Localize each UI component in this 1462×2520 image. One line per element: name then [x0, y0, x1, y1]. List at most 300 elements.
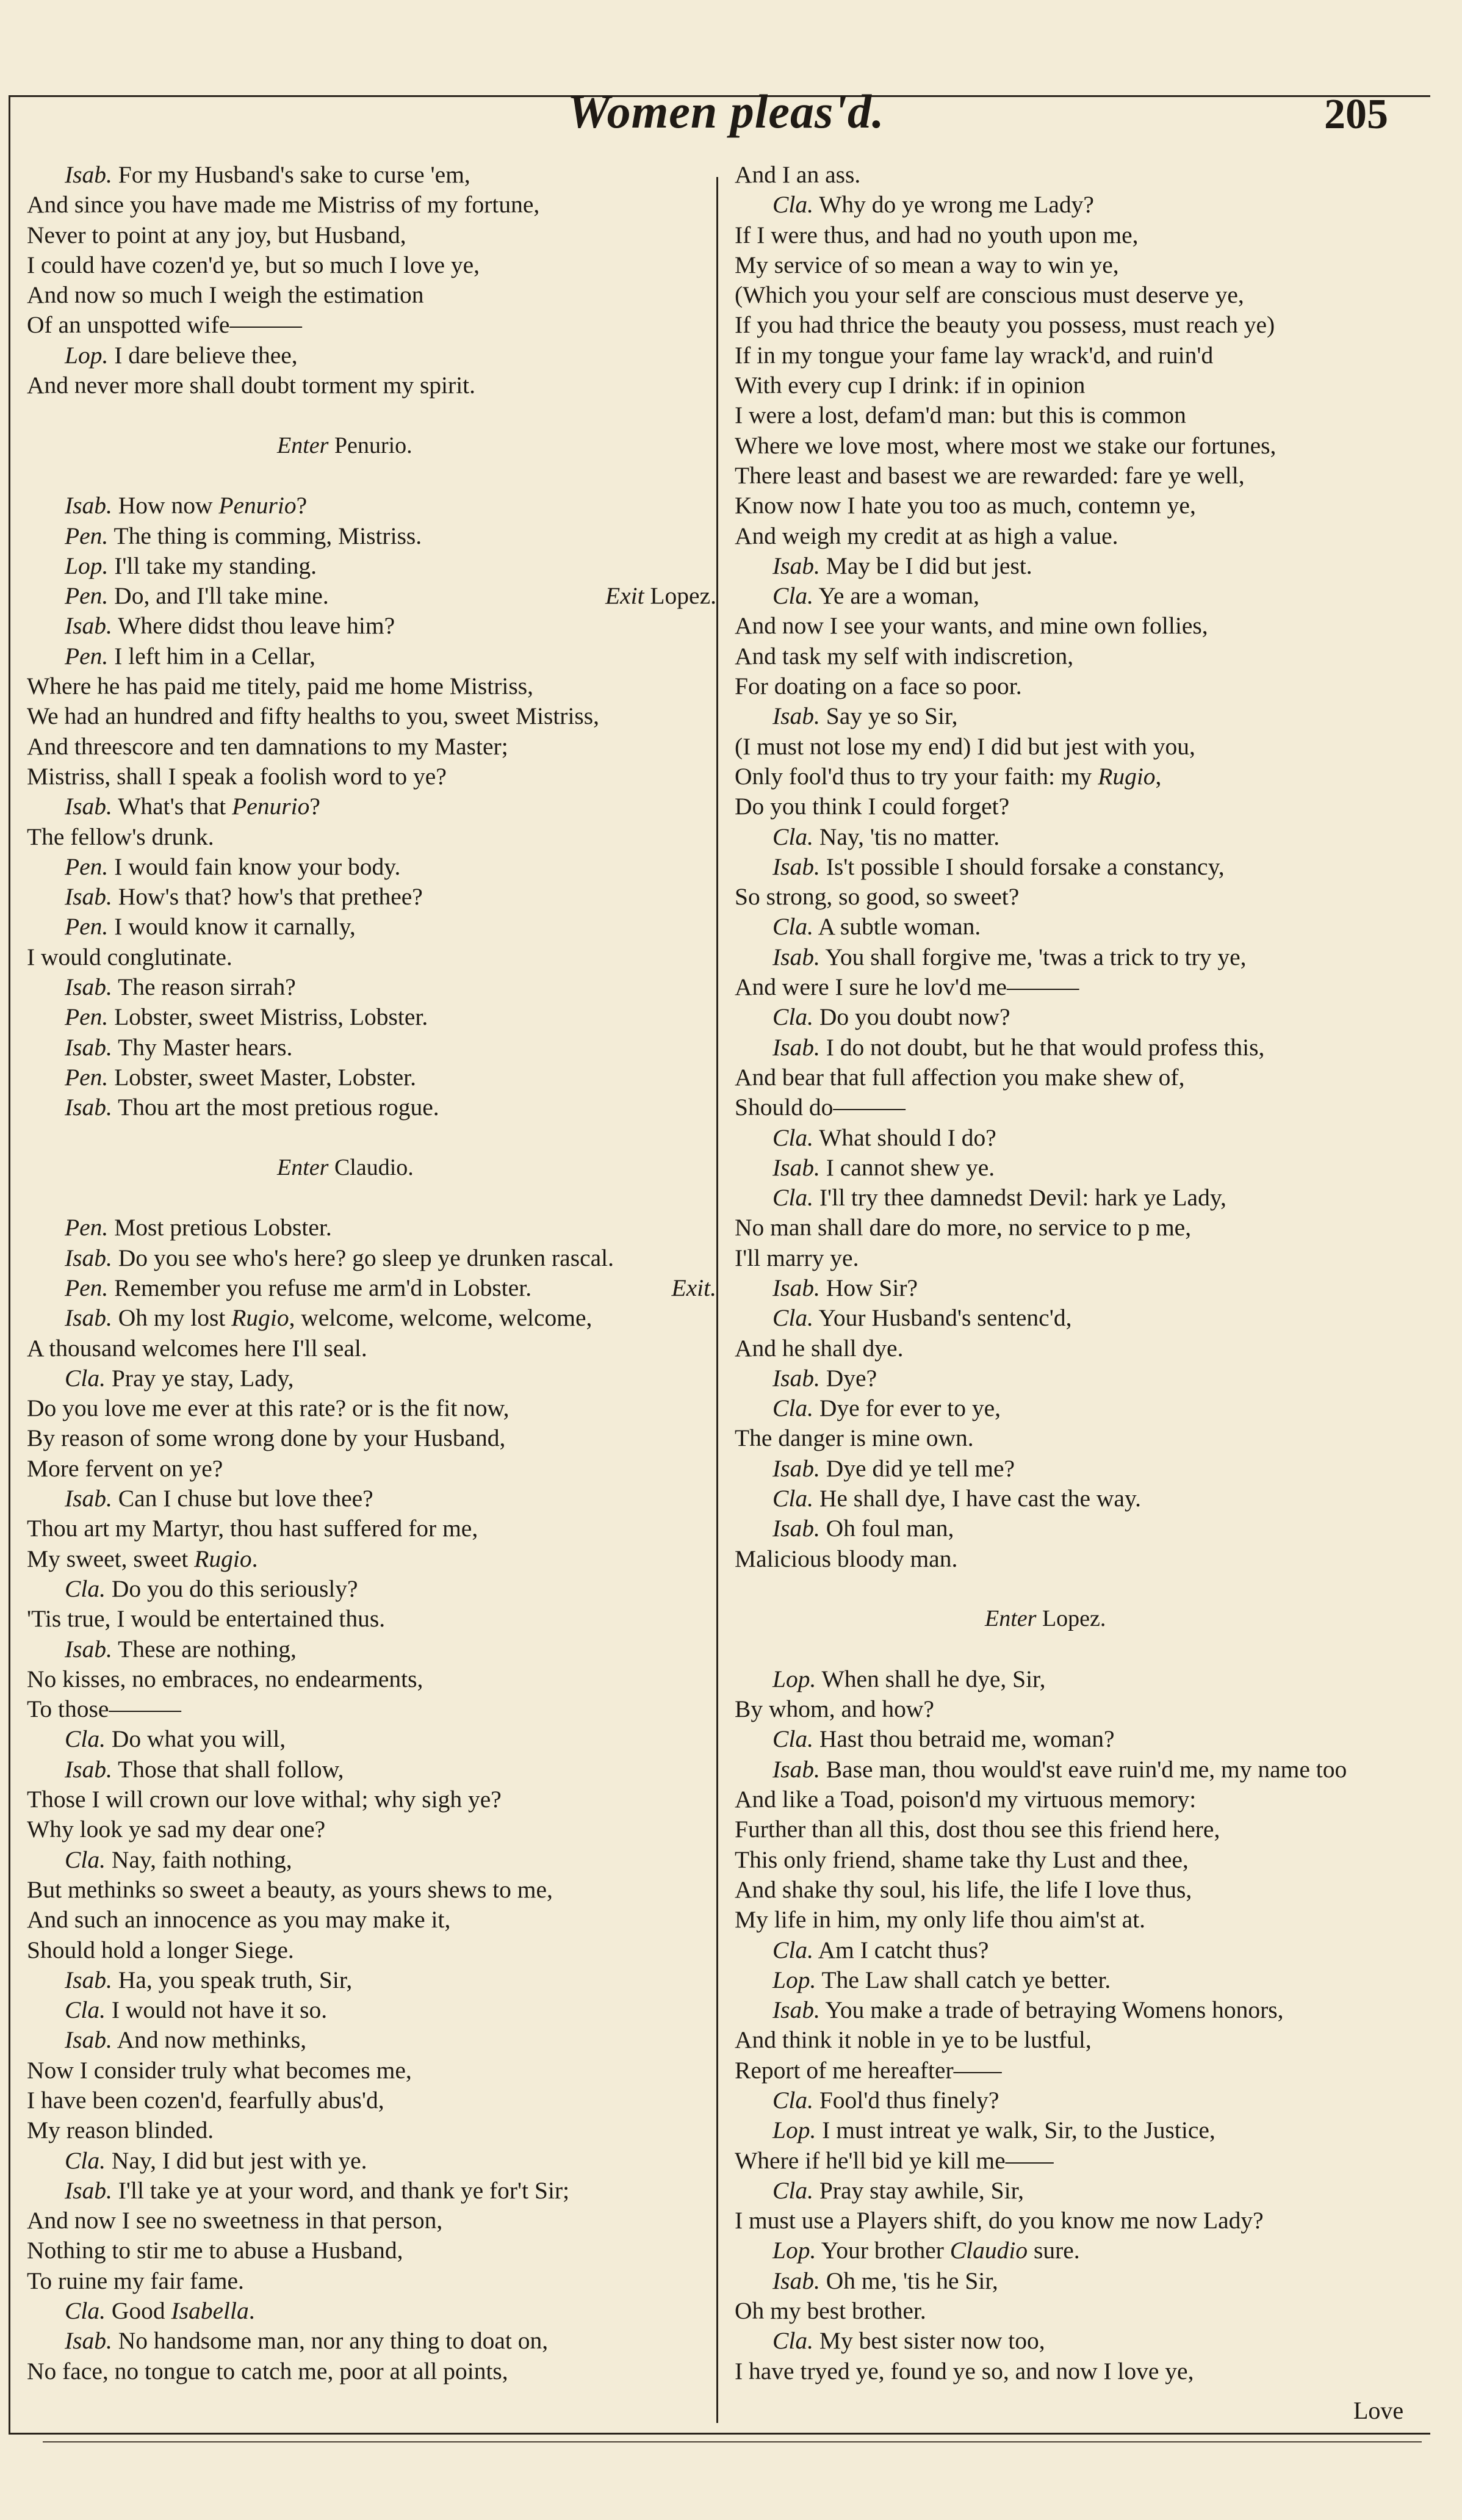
- line-text: Do what you will,: [105, 1725, 286, 1753]
- verse-line: [27, 2056, 716, 2085]
- line-text: Ye are a woman,: [813, 582, 979, 610]
- verse-line: [735, 1092, 1424, 1122]
- frame-rule-left: [9, 95, 10, 2433]
- line-text: I could have cozen'd ye, but so much I love ye,: [27, 251, 480, 278]
- stage-direction-verb: Enter: [277, 1154, 329, 1180]
- verse-line: [27, 1334, 716, 1363]
- verse-line: [27, 1935, 716, 1965]
- verse-line: [735, 641, 1424, 671]
- speech-line: [735, 1002, 1424, 1032]
- line-text: Most pretious Lobster.: [108, 1214, 332, 1241]
- speech-line: [27, 521, 716, 551]
- verse-line: [735, 762, 1424, 792]
- line-text: If I were thus, and had no youth upon me,: [735, 221, 1139, 248]
- line-text: Ha, you speak truth, Sir,: [112, 1966, 353, 1993]
- verse-line: [735, 220, 1424, 250]
- verse-line: [735, 461, 1424, 491]
- line-text: Now I consider truly what becomes me,: [27, 2056, 412, 2084]
- speaker-prefix: Isab.: [772, 1454, 820, 1482]
- speech-line: [735, 1724, 1424, 1754]
- verse-line: [735, 310, 1424, 340]
- line-text: My reason blinded.: [27, 2117, 214, 2144]
- speech-line: [735, 1183, 1424, 1213]
- speech-line: [27, 1303, 716, 1333]
- line-text: Fool'd thus finely?: [813, 2087, 999, 2114]
- verse-line: [27, 1814, 716, 1844]
- speaker-prefix: Cla.: [772, 1725, 813, 1753]
- speaker-prefix: Isab.: [65, 1755, 112, 1783]
- verse-line: [735, 491, 1424, 521]
- line-text: Where didst thou leave him?: [112, 612, 395, 640]
- speech-line: [735, 1303, 1424, 1333]
- line-text: If you had thrice the beauty you possess, must reach ye): [735, 311, 1275, 339]
- line-text: And now I see no sweetness in that person,: [27, 2207, 443, 2234]
- line-text: And like a Toad, poison'd my virtuous memory:: [735, 1786, 1197, 1813]
- line-text: For doating on a face so poor.: [735, 673, 1022, 700]
- line-text: Oh foul man,: [819, 1515, 954, 1542]
- line-text: And I an ass.: [735, 161, 861, 188]
- verse-line: [27, 1514, 716, 1543]
- line-text: Report of me hereafter——: [735, 2056, 1002, 2084]
- verse-line: [27, 1905, 716, 1935]
- line-text: And task my self with indiscretion,: [735, 642, 1074, 670]
- line-text: What's that: [112, 793, 232, 820]
- speech-line: [27, 2326, 716, 2356]
- catchword: Love: [1353, 2397, 1404, 2424]
- line-text: I would know it carnally,: [108, 913, 356, 940]
- verse-line: [27, 1785, 716, 1814]
- italic-name: Isabella: [171, 2297, 249, 2325]
- line-text: And think it noble in ye to be lustful,: [735, 2026, 1092, 2054]
- speech-line: [27, 1363, 716, 1393]
- speaker-prefix: Lop.: [65, 341, 109, 369]
- line-text: Thou art the most pretious rogue.: [112, 1094, 439, 1121]
- speech-line: [735, 942, 1424, 972]
- line-text: Malicious bloody man.: [735, 1545, 958, 1572]
- blank-line: [27, 1123, 716, 1153]
- line-text: He shall dye, I have cast the way.: [813, 1485, 1142, 1512]
- verse-line: [735, 2206, 1424, 2236]
- line-text: (I must not lose my end) I did but jest with you,: [735, 732, 1195, 760]
- speaker-prefix: Isab.: [772, 702, 820, 730]
- line-text: Never to point at any joy, but Husband,: [27, 221, 406, 248]
- line-text: Further than all this, dost thou see this friend here,: [735, 1816, 1220, 1843]
- italic-name: Claudio: [949, 2237, 1028, 2264]
- speech-line: [735, 1664, 1424, 1694]
- speaker-prefix: Pen.: [65, 1214, 109, 1241]
- line-text: Say ye so Sir,: [819, 702, 958, 730]
- verse-line: [27, 1604, 716, 1634]
- verse-line: [735, 732, 1424, 762]
- speaker-prefix: Cla.: [772, 2087, 813, 2114]
- speaker-prefix: Isab.: [772, 1033, 820, 1061]
- stage-direction-verb: Enter: [277, 432, 329, 458]
- line-text: I have tryed ye, found ye so, and now I love ye,: [735, 2357, 1194, 2385]
- line-text: By whom, and how?: [735, 1695, 934, 1723]
- speech-line: [27, 581, 716, 611]
- line-text: I would fain know your body.: [108, 853, 401, 880]
- speech-line: [27, 1273, 716, 1303]
- speech-line: [27, 912, 716, 942]
- speech-line: [27, 1995, 716, 2025]
- line-text: No kisses, no embraces, no endearments,: [27, 1665, 423, 1692]
- line-text: Where if he'll bid ye kill me——: [735, 2146, 1054, 2174]
- speech-line: [735, 2236, 1424, 2265]
- verse-line: [735, 611, 1424, 641]
- speech-line: [27, 1724, 716, 1754]
- verse-line: [735, 341, 1424, 370]
- line-text: And bear that full affection you make shew of,: [735, 1063, 1185, 1091]
- speaker-prefix: Pen.: [65, 1274, 109, 1301]
- line-text: Dye did ye tell me?: [819, 1454, 1015, 1482]
- line-text: I were a lost, defam'd man: but this is common: [735, 402, 1186, 429]
- line-text: I'll take ye at your word, and thank ye for't Sir;: [112, 2176, 570, 2204]
- speech-line: [27, 882, 716, 912]
- line-text: No handsome man, nor any thing to doat on,: [112, 2327, 549, 2355]
- line-text: We had an hundred and fifty healths to you, sweet Mistriss,: [27, 702, 600, 730]
- verse-line: [735, 1544, 1424, 1574]
- line-text: Good: [105, 2297, 171, 2325]
- speaker-prefix: Cla.: [772, 1003, 813, 1031]
- verse-line: [735, 2025, 1424, 2055]
- blank-line: [27, 1183, 716, 1213]
- right-column: [735, 160, 1424, 2386]
- line-text: 'Tis true, I would be entertained thus.: [27, 1605, 386, 1633]
- speech-line: [27, 1002, 716, 1032]
- line-text: Should hold a longer Siege.: [27, 1936, 294, 1963]
- verse-line: [27, 310, 716, 340]
- verse-line: [27, 1454, 716, 1484]
- line-text: A thousand welcomes here I'll seal.: [27, 1334, 367, 1362]
- speech-line: [27, 792, 716, 821]
- speaker-prefix: Isab.: [65, 1966, 112, 1993]
- verse-line: [735, 2296, 1424, 2326]
- speech-line: [735, 581, 1424, 611]
- running-title: Women pleas'd.: [567, 85, 885, 138]
- speaker-prefix: Isab.: [772, 2267, 820, 2294]
- verse-line: [27, 942, 716, 972]
- speech-line: [27, 1845, 716, 1875]
- line-text: These are nothing,: [112, 1635, 297, 1663]
- verse-line: [735, 370, 1424, 400]
- line-text-end: sure.: [1028, 2237, 1080, 2264]
- verse-line: [735, 1694, 1424, 1724]
- speech-line: [735, 1393, 1424, 1423]
- line-text: Oh my best brother.: [735, 2297, 926, 2325]
- line-text: Do you doubt now?: [813, 1003, 1010, 1031]
- line-text: The reason sirrah?: [112, 973, 296, 1001]
- speaker-prefix: Isab.: [772, 552, 820, 579]
- speaker-prefix: Cla.: [65, 1364, 106, 1392]
- line-text: Thy Master hears.: [112, 1033, 293, 1061]
- speaker-prefix: Isab.: [65, 973, 112, 1001]
- speaker-prefix: Pen.: [65, 913, 109, 940]
- italic-name: Penurio: [232, 793, 310, 820]
- verse-line: [735, 1845, 1424, 1875]
- speech-line: [27, 972, 716, 1002]
- speaker-prefix: Cla.: [772, 1485, 813, 1512]
- verse-line: [27, 1664, 716, 1694]
- verse-line: [735, 1334, 1424, 1363]
- speaker-prefix: Lop.: [772, 1665, 816, 1692]
- speaker-prefix: Pen.: [65, 642, 109, 670]
- line-text-end: ?: [309, 793, 320, 820]
- line-text: Should do———: [735, 1094, 906, 1121]
- line-text: I dare believe thee,: [108, 341, 298, 369]
- verse-line: [27, 762, 716, 792]
- line-text: Do you love me ever at this rate? or is the fit now,: [27, 1395, 510, 1422]
- line-text: Oh my lost: [112, 1304, 232, 1332]
- line-text: And since you have made me Mistriss of my fortune,: [27, 191, 540, 218]
- speaker-prefix: Pen.: [65, 1003, 109, 1031]
- exit-direction: [672, 1273, 716, 1303]
- line-text: I'll try thee damnedst Devil: hark ye Lady,: [813, 1184, 1226, 1211]
- line-text: Am I catcht thus?: [813, 1936, 989, 1963]
- verse-line: [27, 1423, 716, 1453]
- speech-line: [735, 551, 1424, 581]
- line-text: I would not have it so.: [105, 1996, 328, 2024]
- line-text: Dye?: [819, 1364, 877, 1392]
- line-text: Lobster, sweet Master, Lobster.: [108, 1063, 417, 1091]
- line-text: Your Husband's sentenc'd,: [813, 1304, 1072, 1332]
- verse-line: [27, 220, 716, 250]
- speech-line: [735, 2115, 1424, 2145]
- stage-direction: [27, 1153, 716, 1183]
- verse-line: [735, 280, 1424, 310]
- speech-line: [735, 2326, 1424, 2356]
- speech-line: [27, 160, 716, 190]
- speech-line: [735, 852, 1424, 882]
- speech-line: [27, 1634, 716, 1664]
- speaker-prefix: Isab.: [65, 793, 112, 820]
- verse-line: [27, 1393, 716, 1423]
- line-text: The fellow's drunk.: [27, 823, 214, 850]
- exit-word: Exit.: [671, 1274, 716, 1301]
- speech-line: [27, 491, 716, 521]
- speaker-prefix: Isab.: [65, 161, 112, 188]
- speech-line: [735, 1153, 1424, 1183]
- verse-line: [735, 521, 1424, 551]
- verse-line: [735, 160, 1424, 190]
- line-text: More fervent on ye?: [27, 1454, 223, 1482]
- line-text: Do you see who's here? go sleep ye drunken rascal.: [112, 1244, 614, 1271]
- line-text: Where we love most, where most we stake our fortunes,: [735, 431, 1277, 459]
- speech-line: [27, 641, 716, 671]
- speech-line: [27, 611, 716, 641]
- line-text: This only friend, shame take thy Lust and thee,: [735, 1846, 1189, 1873]
- italic-name: Rugio: [231, 1304, 289, 1332]
- line-text: Remember you refuse me arm'd in Lobster.: [108, 1274, 532, 1301]
- line-text: Your brother: [816, 2237, 950, 2264]
- speaker-prefix: Cla.: [772, 1124, 813, 1151]
- line-text: Nay, faith nothing,: [105, 1846, 292, 1873]
- line-text: Do, and I'll take mine.: [108, 582, 329, 610]
- line-text: Lobster, sweet Mistriss, Lobster.: [108, 1003, 428, 1031]
- line-text: I'll take my standing.: [108, 552, 317, 579]
- verse-line: [27, 1544, 716, 1574]
- speech-line: [27, 2176, 716, 2206]
- speaker-prefix: Isab.: [65, 2176, 112, 2204]
- line-text: And he shall dye.: [735, 1334, 904, 1362]
- speech-line: [735, 1514, 1424, 1543]
- speaker-prefix: Isab.: [65, 1304, 112, 1332]
- line-text: I would conglutinate.: [27, 943, 232, 970]
- verse-line: [27, 671, 716, 701]
- line-text: Nay, 'tis no matter.: [813, 823, 1000, 850]
- speech-line: [735, 1935, 1424, 1965]
- line-text: If in my tongue your fame lay wrack'd, and ruin'd: [735, 341, 1214, 369]
- speech-line: [735, 2266, 1424, 2296]
- line-text: No face, no tongue to catch me, poor at all points,: [27, 2357, 508, 2385]
- speech-line: [27, 1033, 716, 1063]
- speech-line: [735, 2176, 1424, 2206]
- line-text: I'll marry ye.: [735, 1244, 859, 1271]
- line-text: And now I see your wants, and mine own follies,: [735, 612, 1208, 640]
- speech-line: [27, 1092, 716, 1122]
- line-text: A subtle woman.: [813, 913, 981, 940]
- stage-direction-name: Claudio.: [328, 1154, 414, 1180]
- line-text: So strong, so good, so sweet?: [735, 883, 1020, 911]
- speaker-prefix: Isab.: [772, 1515, 820, 1542]
- verse-line: [27, 2236, 716, 2265]
- speaker-prefix: Cla.: [65, 1846, 106, 1873]
- line-text: And never more shall doubt torment my spirit.: [27, 372, 476, 399]
- line-text: Thou art my Martyr, thou hast suffered for me,: [27, 1515, 478, 1542]
- speaker-prefix: Cla.: [65, 2146, 106, 2174]
- speaker-prefix: Cla.: [65, 1725, 106, 1753]
- speaker-prefix: Pen.: [65, 853, 109, 880]
- verse-line: [735, 1243, 1424, 1273]
- stage-direction: [735, 1604, 1424, 1634]
- stage-direction-name: Penurio.: [328, 432, 412, 458]
- speaker-prefix: Lop.: [772, 1966, 816, 1993]
- line-text: My sweet, sweet: [27, 1545, 195, 1572]
- speaker-prefix: Isab.: [65, 1244, 112, 1271]
- line-text: Do you think I could forget?: [735, 793, 1010, 820]
- line-text: And now methinks,: [112, 2026, 307, 2054]
- speech-line: [27, 2025, 716, 2055]
- line-text: I do not doubt, but he that would profess this,: [819, 1033, 1265, 1061]
- speech-line: [27, 2146, 716, 2176]
- line-text: Those I will crown our love withal; why sigh ye?: [27, 1786, 502, 1813]
- speaker-prefix: Isab.: [65, 2327, 112, 2355]
- speaker-prefix: Isab.: [772, 1364, 820, 1392]
- speaker-prefix: Cla.: [772, 1936, 813, 1963]
- speech-line: [735, 190, 1424, 220]
- speaker-prefix: Isab.: [65, 883, 112, 911]
- line-text: For my Husband's sake to curse 'em,: [112, 161, 470, 188]
- speaker-prefix: Isab.: [65, 612, 112, 640]
- speaker-prefix: Cla.: [65, 1575, 106, 1602]
- line-text: Know now I hate you too as much, contemn ye,: [735, 492, 1196, 519]
- verse-line: [27, 280, 716, 310]
- stage-direction-name: Lopez.: [1036, 1606, 1106, 1632]
- speech-line: [27, 551, 716, 581]
- speaker-prefix: Cla.: [772, 191, 813, 218]
- line-text: And threescore and ten damnations to my Master;: [27, 732, 508, 760]
- speaker-prefix: Cla.: [65, 2297, 106, 2325]
- speaker-prefix: Cla.: [772, 1184, 813, 1211]
- speaker-prefix: Isab.: [772, 1153, 820, 1181]
- speech-line: [735, 1995, 1424, 2025]
- speech-line: [27, 1965, 716, 1995]
- line-text: Nay, I did but jest with ye.: [105, 2146, 367, 2174]
- line-text-end: ?: [296, 492, 308, 519]
- line-text: Oh me, 'tis he Sir,: [819, 2267, 998, 2294]
- line-text: Nothing to stir me to abuse a Husband,: [27, 2237, 403, 2264]
- verse-line: [735, 2146, 1424, 2176]
- speaker-prefix: Isab.: [65, 2026, 112, 2054]
- line-text: And shake thy soul, his life, the life I love thus,: [735, 1876, 1192, 1903]
- verse-line: [27, 2356, 716, 2386]
- speech-line: [735, 2085, 1424, 2115]
- verse-line: [735, 1213, 1424, 1243]
- line-text: What should I do?: [813, 1124, 996, 1151]
- verse-line: [27, 2266, 716, 2296]
- speech-line: [735, 1755, 1424, 1785]
- line-text: And now so much I weigh the estimation: [27, 281, 424, 309]
- frame-rule-bottom-secondary: [43, 2441, 1422, 2442]
- verse-line: [735, 431, 1424, 461]
- verse-line: [27, 1694, 716, 1724]
- line-text: By reason of some wrong done by your Husband,: [27, 1424, 506, 1452]
- speaker-prefix: Cla.: [65, 1996, 106, 2024]
- verse-line: [27, 190, 716, 220]
- italic-name: Penurio: [218, 492, 297, 519]
- line-text: Can I chuse but love thee?: [112, 1485, 373, 1512]
- line-text: Those that shall follow,: [112, 1755, 344, 1783]
- frame-rule-bottom: [9, 2433, 1430, 2435]
- verse-line: [735, 1905, 1424, 1935]
- line-text: Dye for ever to ye,: [813, 1395, 1001, 1422]
- blank-line: [735, 1574, 1424, 1604]
- line-text: To those———: [27, 1695, 181, 1723]
- speech-line: [27, 2296, 716, 2326]
- speaker-prefix: Isab.: [772, 1755, 820, 1783]
- speech-line: [735, 822, 1424, 852]
- line-text: The Law shall catch ye better.: [816, 1966, 1111, 1993]
- exit-character: Lopez.: [644, 582, 716, 610]
- speech-line: [27, 1574, 716, 1604]
- speech-line: [27, 1213, 716, 1243]
- stage-direction-verb: Enter: [985, 1606, 1037, 1632]
- speech-line: [735, 1273, 1424, 1303]
- line-text: Do you do this seriously?: [105, 1575, 358, 1602]
- verse-line: [27, 1875, 716, 1905]
- speech-line: [27, 1063, 716, 1092]
- speech-line: [735, 1123, 1424, 1153]
- speaker-prefix: Cla.: [772, 1395, 813, 1422]
- speech-line: [27, 852, 716, 882]
- line-text: Hast thou betraid me, woman?: [813, 1725, 1115, 1753]
- verse-line: [735, 1875, 1424, 1905]
- verse-line: [27, 250, 716, 280]
- verse-line: [27, 2206, 716, 2236]
- line-text-end: .: [251, 1545, 258, 1572]
- speaker-prefix: Cla.: [772, 2327, 813, 2355]
- blank-line: [27, 461, 716, 491]
- speaker-prefix: Pen.: [65, 1063, 109, 1091]
- line-text: Pray ye stay, Lady,: [105, 1364, 294, 1392]
- verse-line: [735, 250, 1424, 280]
- page-number: 205: [1324, 91, 1388, 138]
- line-text: I must use a Players shift, do you know me now Lady?: [735, 2207, 1264, 2234]
- speaker-prefix: Lop.: [772, 2117, 816, 2144]
- verse-line: [27, 822, 716, 852]
- speaker-prefix: Isab.: [65, 1485, 112, 1512]
- verse-line: [735, 1423, 1424, 1453]
- speech-line: [27, 1484, 716, 1514]
